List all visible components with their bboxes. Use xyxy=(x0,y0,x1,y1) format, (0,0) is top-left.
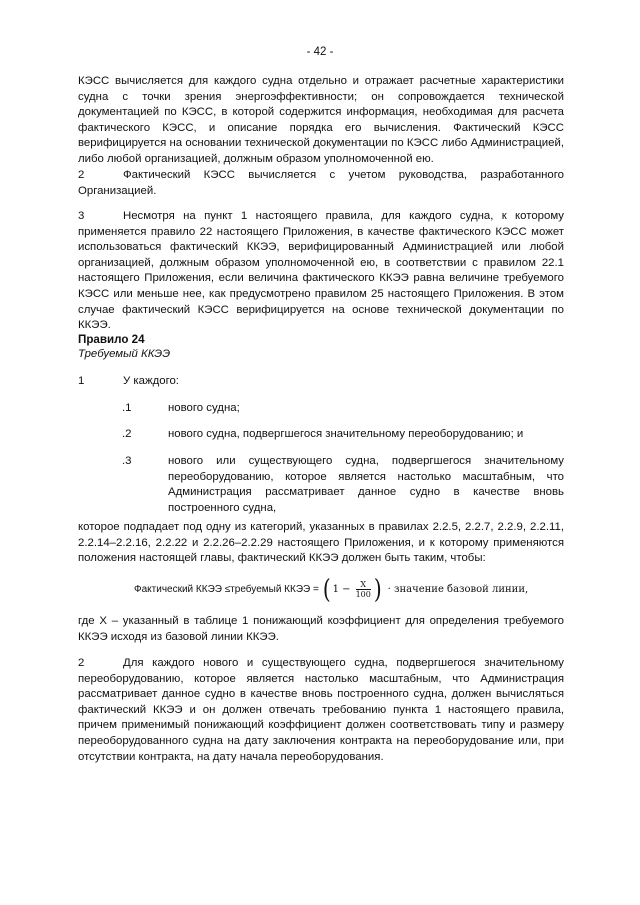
paragraph-2 xyxy=(78,168,564,199)
page-number: - 42 - xyxy=(306,46,334,58)
paragraph-3 xyxy=(78,209,564,334)
list-item: нового судна, подвергшегося значительному переоборудованию; и xyxy=(168,428,524,440)
list-item-number: .3 xyxy=(122,455,132,467)
paragraph-number: 2 xyxy=(78,169,85,181)
paragraph-number: 2 xyxy=(78,657,85,669)
formula-one-minus: 1 − xyxy=(332,583,351,595)
formula-rhs: · значение базовой линии, xyxy=(387,583,529,595)
fraction-denominator: 100 xyxy=(355,589,371,599)
paragraph-number: 1 xyxy=(78,375,85,387)
list-item: нового или существующего судна, подвергшегося значительному переоборудованию, которое является настолько масштабным, что Администрация рассматривает данное судно в качестве вновь построенного судна, xyxy=(168,455,564,514)
formula-close-paren: ) xyxy=(373,573,382,605)
list-item: нового судна; xyxy=(168,402,240,414)
list-item-number: .1 xyxy=(122,402,132,414)
formula-lhs: Фактический ККЭЭ ≤требуемый ККЭЭ = xyxy=(134,583,319,595)
formula-open-paren: ( xyxy=(322,573,331,605)
rule-heading: Правило 24 xyxy=(78,333,145,346)
rule-paragraph-2-text: Для каждого нового и существующего судна, подвергшегося значительному переоборудованию, которое является настолько масштабным, что Администрация рассматривает данное судно в качестве вновь построенного судна, должен вычисляться фактический ККЭЭ и он должен отвечать требованию пункта 1 настоящего правила, причем применимый понижающий коэффициент должен соответствовать типу и размеру переоборудованного судна на дату заключения контракта на переоборудование или, при отсутствии контракта, на дату начала переоборудования. xyxy=(78,657,564,763)
list-item-number: .2 xyxy=(122,428,132,440)
rule-subheading: Требуемый ККЭЭ xyxy=(78,348,171,360)
paragraph-2-text: Фактический КЭСС вычисляется с учетом руководства, разработанного Организацией. xyxy=(78,169,564,197)
rule-paragraph-2 xyxy=(78,656,564,765)
paragraph-3-text: Несмотря на пункт 1 настоящего правила, для каждого судна, к которому применяется правило 22 настоящего Приложения, в качестве фактического КЭСС может использоваться фактический ККЭЭ, верифицированный Администрацией или любой организацией, должным образом уполномоченной ею, в соответствии с правилом 22.1 настоящего Приложения, если величина фактического ККЭЭ равна величине требуемого КЭСС или меньше нее, как предусмотрено правилом 25 настоящего Приложения. В этом случае фактический КЭСС верифицируется на основе технической документации по ККЭЭ. xyxy=(78,210,564,332)
paragraph-continuation: которое подпадает под одну из категорий, указанных в правилах 2.2.5, 2.2.7, 2.2.9, 2.2.11, 2.2.14–2.2.16, 2.2.22 и 2.2.26–2.2.29 настоящего Приложения, и к которому применяются положения настоящей главы, фактический ККЭЭ должен быть таким, чтобы: xyxy=(78,521,564,565)
paragraph-lead: У каждого: xyxy=(123,375,179,387)
definition-paragraph: где X – указанный в таблице 1 понижающий коэффициент для определения требуемого ККЭЭ исходя из базовой линии ККЭЭ. xyxy=(78,615,564,643)
intro-paragraph: КЭСС вычисляется для каждого судна отдельно и отражает расчетные характеристики судна с точки зрения энергоэффективности; он сопровождается технической документацией по КЭСС, в которой содержится информация, необходимая для расчета фактического КЭСС, и описание порядка его вычисления. Фактический КЭСС верифицируется на основании технической документации по КЭСС либо Администрацией, либо любой организацией, должным образом уполномоченной ею. xyxy=(78,75,564,165)
paragraph-number: 3 xyxy=(78,210,85,222)
fraction-numerator: X xyxy=(360,579,367,589)
formula-fraction xyxy=(356,580,371,599)
formula xyxy=(134,574,574,604)
